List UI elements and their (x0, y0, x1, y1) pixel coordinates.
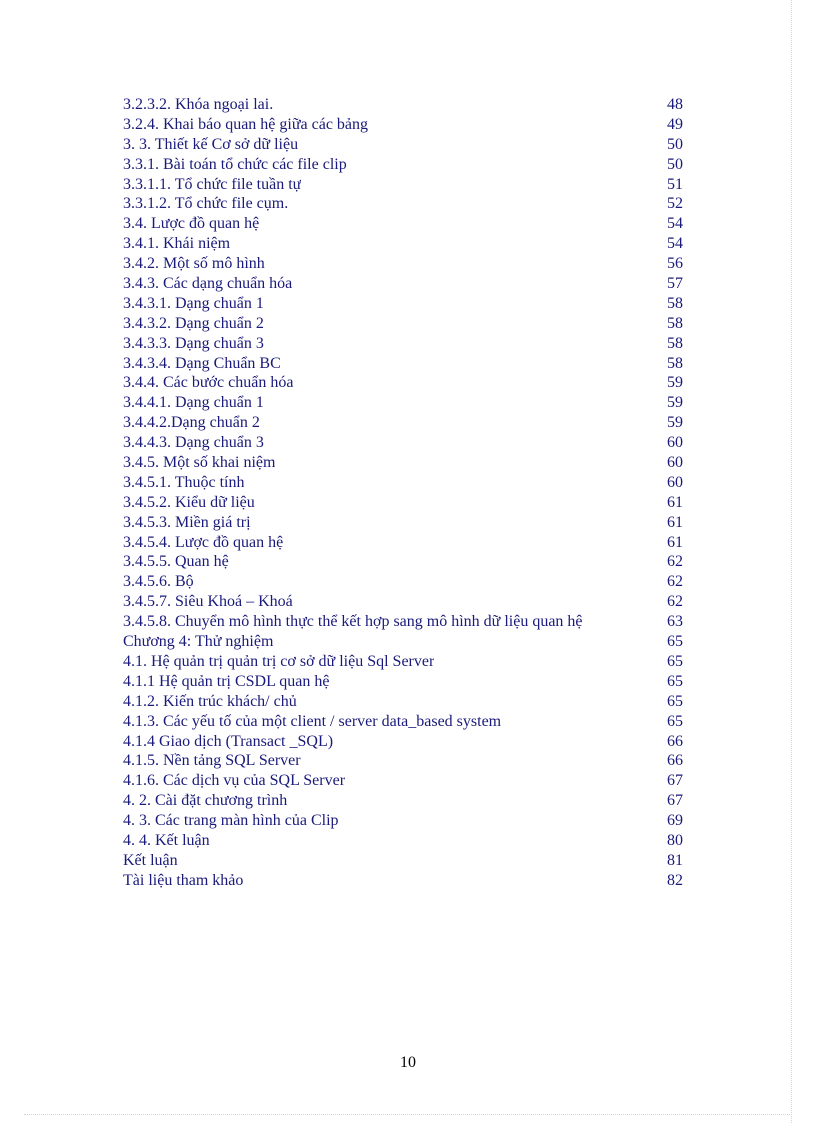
toc-entry[interactable] (123, 234, 683, 254)
toc-entry-title: 4.1.4 Giao dịch (Transact _SQL) (123, 732, 334, 750)
toc-entry-title: 3.4.4.3. Dạng chuẩn 3 (123, 434, 264, 452)
toc-entry-title: 3.4.5.2. Kiểu dữ liệu (123, 493, 255, 511)
toc-entry-page: 48 (667, 96, 683, 113)
toc-entry-page: 69 (667, 812, 683, 830)
toc-entry-title: 3.4.5.8. Chuyển mô hình thực thể kết hợp sang mô hình dữ liệu quan hệ (123, 613, 583, 631)
toc-entry-title: 3.3.1.2. Tổ chức file cụm. (123, 195, 289, 213)
toc-entry[interactable] (123, 552, 683, 572)
toc-entry-page: 65 (667, 633, 683, 651)
toc-entry-page: 60 (667, 434, 683, 452)
toc-entry[interactable] (123, 871, 683, 891)
toc-entry-page: 57 (667, 275, 683, 293)
toc-entry-title: 3.4.3.3. Dạng chuẩn 3 (123, 334, 264, 352)
toc-entry-page: 58 (667, 334, 683, 352)
toc-entry[interactable] (123, 811, 683, 831)
toc-entry[interactable] (123, 373, 683, 393)
toc-entry-title: 4.1.2. Kiến trúc khách/ chủ (123, 692, 297, 710)
toc-entry-title: 4.1.3. Các yếu tố của một client / server data_based system (123, 712, 502, 730)
toc-entry[interactable] (123, 334, 683, 354)
toc-entry-page: 62 (667, 593, 683, 611)
toc-entry-page: 82 (667, 871, 683, 889)
toc-entry[interactable] (123, 732, 683, 752)
toc-entry-page: 50 (667, 135, 683, 153)
toc-entry[interactable] (123, 433, 683, 453)
toc-entry-page: 61 (667, 493, 683, 511)
page-edge-bottom (24, 1114, 792, 1115)
toc-entry-page: 62 (667, 573, 683, 591)
toc-entry[interactable] (123, 354, 683, 374)
toc-entry[interactable] (123, 135, 683, 155)
page-edge-right (791, 0, 792, 1123)
toc-entry-title: 3.4.3.4. Dạng Chuẩn BC (123, 354, 281, 372)
toc-entry[interactable] (123, 851, 683, 871)
toc-entry[interactable] (123, 413, 683, 433)
toc-entry-title: 3.4. Lược đồ quan hệ (123, 215, 260, 233)
toc-entry-title: 4. 3. Các trang màn hình của Clip (123, 812, 339, 830)
toc-entry[interactable] (123, 95, 683, 115)
toc-entry[interactable] (123, 612, 683, 632)
toc-entry-page: 59 (667, 414, 683, 432)
toc-entry-title: 4. 4. Kết luận (123, 831, 210, 849)
toc-entry[interactable] (123, 214, 683, 234)
toc-entry-title: 3.4.3. Các dạng chuẩn hóa (123, 275, 293, 293)
toc-entry[interactable] (123, 692, 683, 712)
toc-entry-title: 3. 3. Thiết kế Cơ sở dữ liệu (123, 135, 299, 153)
toc-entry-page: 59 (667, 374, 683, 392)
toc-entry[interactable] (123, 453, 683, 473)
toc-entry-title: 4. 2. Cài đặt chương trình (123, 792, 288, 810)
table-of-contents (123, 95, 683, 891)
toc-entry-page: 67 (667, 792, 683, 810)
toc-entry-title: Kết luận (123, 851, 178, 869)
toc-entry-title: 3.4.3.1. Dạng chuẩn 1 (123, 294, 264, 312)
toc-entry[interactable] (123, 712, 683, 732)
toc-entry-title: 3.4.1. Khái niệm (123, 235, 231, 253)
toc-entry-title: 4.1.1 Hệ quản trị CSDL quan hệ (123, 672, 330, 690)
toc-entry-title: 3.4.5. Một số khai niệm (123, 454, 276, 472)
toc-entry[interactable] (123, 294, 683, 314)
toc-entry-page: 49 (667, 115, 683, 133)
toc-entry-page: 65 (667, 692, 683, 710)
toc-entry-title: 3.4.2. Một số mô hình (123, 255, 265, 273)
toc-entry-title: 3.4.5.6. Bộ (123, 573, 194, 591)
toc-entry-page: 67 (667, 772, 683, 790)
toc-entry[interactable] (123, 592, 683, 612)
toc-entry-page: 58 (667, 314, 683, 332)
toc-entry-page: 54 (667, 235, 683, 253)
toc-entry-page: 58 (667, 354, 683, 372)
toc-entry-page: 65 (667, 652, 683, 670)
toc-entry-page: 56 (667, 255, 683, 273)
toc-entry[interactable] (123, 831, 683, 851)
toc-entry[interactable] (123, 533, 683, 553)
toc-entry[interactable] (123, 393, 683, 413)
page-number: 10 (400, 1054, 416, 1071)
toc-entry-page: 61 (667, 513, 683, 531)
toc-entry-title: Tài liệu tham khảo (123, 871, 244, 889)
toc-entry-title: 3.3.1. Bài toán tổ chức các file clip (123, 155, 347, 173)
toc-entry-title: 4.1.6. Các dịch vụ của SQL Server (123, 772, 346, 790)
toc-entry-title: 3.4.4. Các bước chuẩn hóa (123, 374, 294, 392)
toc-entry-title: 4.1. Hệ quản trị quản trị cơ sở dữ liệu Sql Server (123, 652, 435, 670)
toc-entry[interactable] (123, 791, 683, 811)
toc-entry-title: 3.4.3.2. Dạng chuẩn 2 (123, 314, 264, 332)
toc-entry-page: 51 (667, 175, 683, 193)
toc-entry-page: 61 (667, 533, 683, 551)
toc-entry-title: 3.4.5.4. Lược đồ quan hệ (123, 533, 284, 551)
toc-entry[interactable] (123, 652, 683, 672)
toc-entry-page: 58 (667, 294, 683, 312)
toc-entry-page: 50 (667, 155, 683, 173)
toc-entry-title: 3.4.5.5. Quan hệ (123, 553, 229, 571)
toc-entry[interactable] (123, 771, 683, 791)
toc-entry-page: 63 (667, 613, 683, 631)
toc-entry-page: 65 (667, 672, 683, 690)
toc-entry-title: 4.1.5. Nền tảng SQL Server (123, 752, 301, 770)
toc-entry-page: 80 (667, 831, 683, 849)
toc-entry[interactable] (123, 274, 683, 294)
toc-entry-page: 52 (667, 195, 683, 213)
toc-entry-page: 65 (667, 712, 683, 730)
toc-entry[interactable] (123, 155, 683, 175)
toc-entry-page: 66 (667, 732, 683, 750)
toc-entry[interactable] (123, 473, 683, 493)
toc-entry-page: 66 (667, 752, 683, 770)
toc-entry-page: 54 (667, 215, 683, 233)
toc-entry-title: 3.4.4.2.Dạng chuẩn 2 (123, 414, 260, 432)
toc-entry[interactable] (123, 314, 683, 334)
toc-entry-title: 3.4.5.1. Thuộc tính (123, 473, 245, 491)
toc-entry[interactable] (123, 572, 683, 592)
toc-entry-title: 3.4.5.7. Siêu Khoá – Khoá (123, 593, 293, 611)
toc-entry[interactable] (123, 194, 683, 214)
toc-entry[interactable] (123, 115, 683, 135)
toc-entry-title: 3.4.4.1. Dạng chuẩn 1 (123, 394, 264, 412)
toc-entry[interactable] (123, 632, 683, 652)
toc-entry-title: 3.4.5.3. Miền giá trị (123, 513, 251, 531)
toc-entry-title: Chương 4: Thử nghiệm (123, 633, 274, 651)
toc-entry-page: 81 (667, 851, 683, 869)
toc-entry-title: 3.3.1.1. Tổ chức file tuần tự (123, 175, 302, 193)
toc-entry[interactable] (123, 672, 683, 692)
toc-entry-page: 59 (667, 394, 683, 412)
toc-entry-title: 3.2.4. Khai báo quan hệ giữa các bảng (123, 115, 369, 133)
toc-entry-page: 62 (667, 553, 683, 571)
toc-entry-page: 60 (667, 473, 683, 491)
toc-entry-title: 3.2.3.2. Khóa ngoại lai. (123, 96, 274, 113)
toc-entry-page: 60 (667, 454, 683, 472)
toc-entry[interactable] (123, 254, 683, 274)
toc-entry[interactable] (123, 751, 683, 771)
toc-entry[interactable] (123, 493, 683, 513)
toc-entry[interactable] (123, 175, 683, 195)
toc-entry[interactable] (123, 513, 683, 533)
